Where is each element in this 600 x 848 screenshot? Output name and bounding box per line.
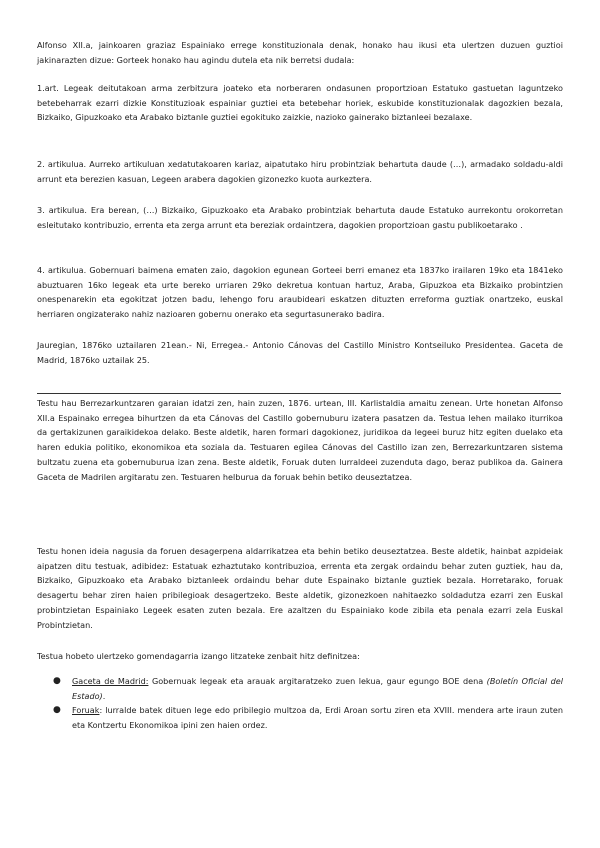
definition-tail: . — [102, 690, 106, 701]
definition-term: Gaceta de Madrid: — [72, 676, 149, 686]
definitions-intro: Testua hobeto ulertzeko gomendagarria izango litzateke zenbait hitz definitzea: — [37, 651, 360, 661]
article-1-paragraph: 1.art. Legeak deitutakoan arma zerbitzura joateko eta norberaren ondasunen proportzioan Estatuko gastuetan laguntzeko betebeharrak ezarri dizkie Konstituzioak espainiar guztiei eta betebehar horiek, eskubide konstituzionalak dagozkien bezala, Bizkaiko, Gipuzkoako eta Arabako biztanle guztiei egokituko zaizkie, nazioko gainerako biztanleei bezalaxe. — [37, 83, 563, 123]
article-4-paragraph: 4. artikulua. Gobernuari baimena ematen zaio, dagokion egunean Gorteei berri emanez eta 1837ko irailaren 19ko eta 1841eko abuztuaren 16ko legeak eta urte bereko urriaren 29ko dekretua kontuan hartuz, Araba, Gipuzkoa eta Bizkaiko probintzien onespenarekin eta egokitzat jotzen badu, lehengo foru araubideari eskatzen dituzten erreforma guztiak onartzeko, euskal herriaren ongizaterako nahiz nazioaren gobernu onerako eta segurtasunerako badira. — [37, 265, 563, 320]
list-item — [37, 703, 563, 732]
horizontal-divider — [37, 393, 561, 394]
signature-paragraph: Jauregian, 1876ko uztailaren 21ean.- Ni, Erregea.- Antonio Cánovas del Castillo Ministro Kontseiluko Presidentea. Gaceta de Madrid, 1876ko uztailak 25. — [37, 340, 563, 365]
article-2-paragraph: 2. artikulua. Aurreko artikuluan xedatutakoaren kariaz, aipatutako hiru probintziak behartuta daude (…), armadako soldadu-aldi arrunt eta berezien kasuan, Legeen arabera dagokien gizonezko kuota aurkeztera. — [37, 159, 563, 184]
bullet-icon: ● — [53, 676, 61, 686]
definition-term: Foruak — [72, 705, 100, 716]
definition-text: Gobernuak legeak eta arauak argitaratzeko zuen lekua, gaur egungo BOE dena — [148, 676, 487, 686]
article-3-paragraph: 3. artikulua. Era berean, (…) Bizkaiko, Gipuzkoako eta Arabako probintziak behartuta daude Estatuko aurrekontu orokorretan esleitutako kontribuzio, errenta eta zerga arrunt eta bereziak ordaintzera, dagokien proportzioan gastu publikoetarako . — [37, 205, 563, 230]
context-paragraph: Testu hau Berrezarkuntzaren garaian idatzi zen, hain zuzen, 1876. urtean, III. Karlistaldia amaitu zenean. Urte honetan Alfonso XII.a Espainako erregea bihurtzen da eta Cánovas del Castillo gobernuburu izatera pasatzen da. Testua lehen mailako iturrikoa da gertakizunen garaikidekoa delako. Beste aldetik, haren formari dagokionez, juridikoa da legeei buruz hitz egiten duelako eta haren edukia politiko, ekonomikoa eta soziala da. Testuaren egilea Cánovas del Castillo izan zen, Berrezarkuntzaren sistema bultzatu zuena eta gobernuburua izan zena. Beste aldetik, Foruak duten lurraldeei zuzenduta dago, beraz publikoa da. Gainera Gaceta de Madrilen argitaratu zen. Testuaren helburua da foruak behin betiko deuseztatzea. — [37, 398, 563, 482]
preamble-paragraph: Alfonso XII.a, jainkoaren graziaz Espainiako errege konstituzionala denak, honako hau ikusi eta ulertzen duzuen guztioi jakinarazten dizue: Gorteek honako hau agindu dutela eta nik berretsi dudala: — [37, 40, 563, 65]
bullet-icon: ● — [53, 705, 61, 716]
definitions-list — [37, 674, 563, 733]
analysis-paragraph: Testu honen ideia nagusia da foruen desagerpena aldarrikatzea eta behin betiko deuseztatzea. Beste aldetik, hainbat azpideiak aipatzen ditu testuak, adibidez: Estatuak ezhaztutako kontribuzioa, errenta eta zergak ordaindu behar zuten guztiek, hau da, Bizkaiko, Gipuzkoako eta Arabako biztanleek ordaindu behar dute Espainako biztanle guztiek bezala. Horretarako, foruak desagertu behar ziren haien pribilegioak desagertzeko. Beste aldetik, gizonezkoen nahitaezko soldadutza ezarri zen Euskal probintzietan Espainiako Legeek esaten zuten bezala. Ere azaltzen du Espainiako kode zibila eta penala ezarri zela Euskal Probintzietan. — [37, 546, 563, 630]
definition-italic: (Boletín Oficial del Estado) — [72, 676, 563, 701]
definition-text: : lurralde batek dituen lege edo pribilegio multzoa da, Erdi Aroan sortu ziren eta XVIII. mendera arte iraun zuten eta Kontzertu Ekonomikoa ipini zen haien ordez. — [72, 705, 563, 731]
list-item — [37, 674, 563, 703]
